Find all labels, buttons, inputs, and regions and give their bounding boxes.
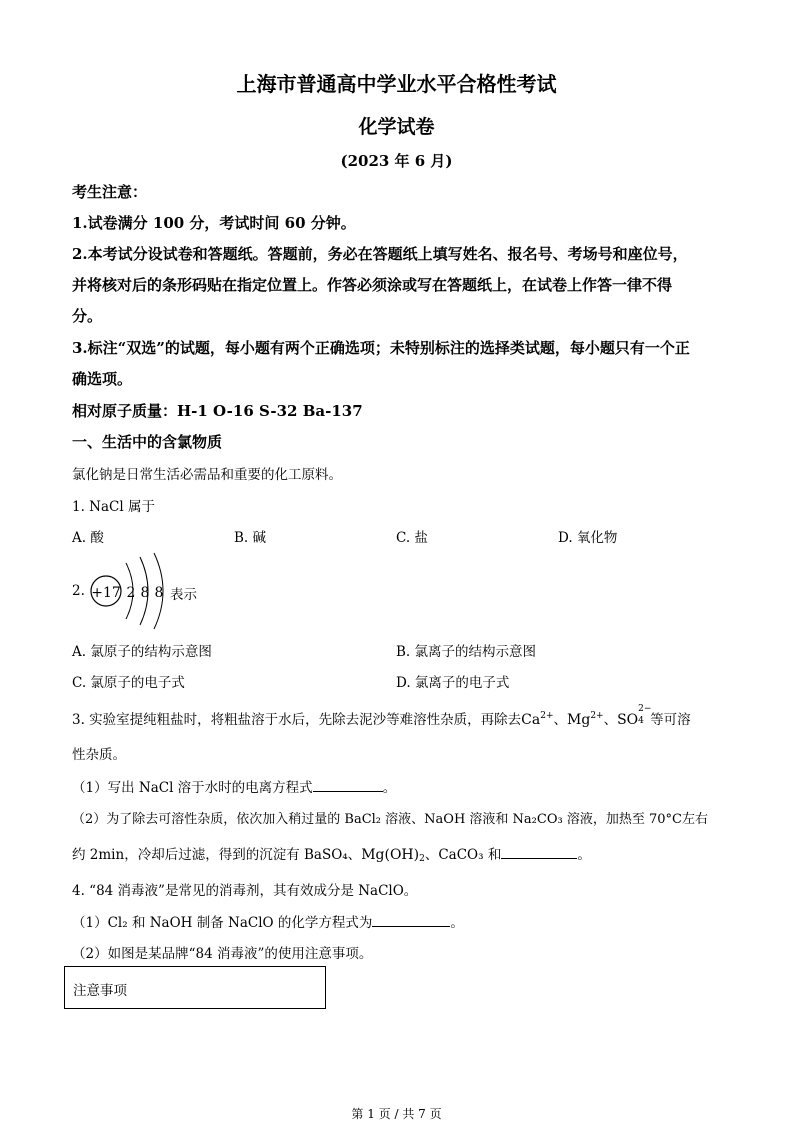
question-3-part-2-line-1: （2）为了除去可溶性杂质，依次加入稍过量的 BaCl₂ 溶液、NaOH 溶液和 Na₂CO₃ 溶液，加热至 70°C左右 — [72, 812, 708, 827]
notice-box — [64, 966, 326, 1009]
question-1-option-d: D. 氧化物 — [558, 530, 618, 546]
question-1-stem: 1. NaCl 属于 — [72, 499, 155, 515]
notice-box-label: 注意事项 — [73, 983, 127, 999]
question-4-part-2: （2）如图是某品牌“84 消毒液”的使用注意事项。 — [72, 946, 373, 962]
notice-item-3-line-2: 确选项。 — [72, 370, 133, 388]
sulfate-ion: SO 2− 4 — [617, 704, 652, 728]
nucleus-charge: +17 — [91, 585, 121, 601]
question-2-number: 2. — [72, 583, 85, 599]
exam-date: (2023 年 6 月) — [340, 152, 453, 170]
shell-1-electrons: 2 — [126, 585, 136, 601]
answer-blank-3-1 — [313, 779, 383, 792]
atomic-mass: 相对原子质量：H-1 O-16 S-32 Ba-137 — [72, 402, 363, 420]
question-1-option-b: B. 碱 — [234, 530, 267, 546]
answer-blank-4-1 — [372, 914, 450, 927]
question-2-option-c: C. 氯原子的电子式 — [72, 675, 185, 691]
calcium-ion: $Ca^{2+}$ — [521, 711, 554, 728]
section-intro: 氯化钠是日常生活必需品和重要的化工原料。 — [72, 467, 342, 483]
notice-item-2-line-1: 2.本考试分设试卷和答题纸。答题前，务必在答题纸上填写姓名、报名号、考场号和座位号， — [72, 245, 688, 263]
question-4-stem: 4. “84 消毒液”是常见的消毒剂，其有效成分是 NaClO。 — [72, 883, 418, 899]
question-2-suffix: 表示 — [170, 587, 197, 603]
chlorine-ion-structure-diagram — [88, 551, 173, 635]
page-title: 上海市普通高中学业水平合格性考试 — [236, 72, 557, 96]
section-heading: 一、生活中的含氯物质 — [72, 433, 223, 451]
shell-3-electrons: 8 — [154, 585, 164, 601]
notice-heading: 考生注意： — [72, 183, 148, 201]
question-1-option-c: C. 盐 — [396, 530, 428, 546]
notice-item-3-line-1: 3.标注“双选”的试题，每小题有两个正确选项；未特别标注的选择类试题，每小题只有一个正 — [72, 339, 690, 357]
notice-item-2-line-3: 分。 — [72, 307, 103, 325]
answer-blank-3-2 — [501, 846, 577, 859]
question-3-stem-b: 等可溶 — [650, 712, 691, 728]
question-3-part-2-line-2: 约 2min，冷却后过滤，得到的沉淀有 BaSO₄、$Mg(OH)_2$、CaCO₃ 和 。 — [72, 847, 591, 864]
question-3-line-2: 性杂质。 — [72, 747, 126, 763]
page-number: 第 1 页 / 共 7 页 — [351, 1107, 442, 1121]
question-3-stem-a: 3. 实验室提纯粗盐时，将粗盐溶于水后，先除去泥沙等难溶性杂质，再除去 — [72, 712, 522, 728]
question-2-option-d: D. 氯离子的电子式 — [396, 675, 510, 691]
notice-item-2-line-2: 并将核对后的条形码贴在指定位置上。作答必须涂或写在答题纸上，在试卷上作答一律不得 — [72, 276, 673, 294]
question-2-option-a: A. 氯原子的结构示意图 — [72, 644, 212, 660]
question-2-option-b: B. 氯离子的结构示意图 — [396, 644, 537, 660]
magnesium-hydroxide: $Mg(OH)_2$ — [361, 847, 425, 864]
notice-item-1: 1.试卷满分 100 分，考试时间 60 分钟。 — [72, 214, 356, 232]
question-1-option-a: A. 酸 — [72, 530, 104, 546]
question-3-line-1: 3. 实验室提纯粗盐时，将粗盐溶于水后，先除去泥沙等难溶性杂质，再除去$Ca^{2+}$、$Mg^{2+}$、SO 2− 4 等可溶 — [72, 704, 691, 728]
page-subtitle: 化学试卷 — [358, 116, 435, 138]
magnesium-ion: $Mg^{2+}$ — [567, 711, 604, 728]
question-3-part-1: （1）写出 NaCl 溶于水时的电离方程式 。 — [72, 780, 397, 796]
question-4-part-1: （1）Cl₂ 和 NaOH 制备 NaClO 的化学方程式为 。 — [72, 915, 464, 931]
shell-2-electrons: 8 — [140, 585, 150, 601]
